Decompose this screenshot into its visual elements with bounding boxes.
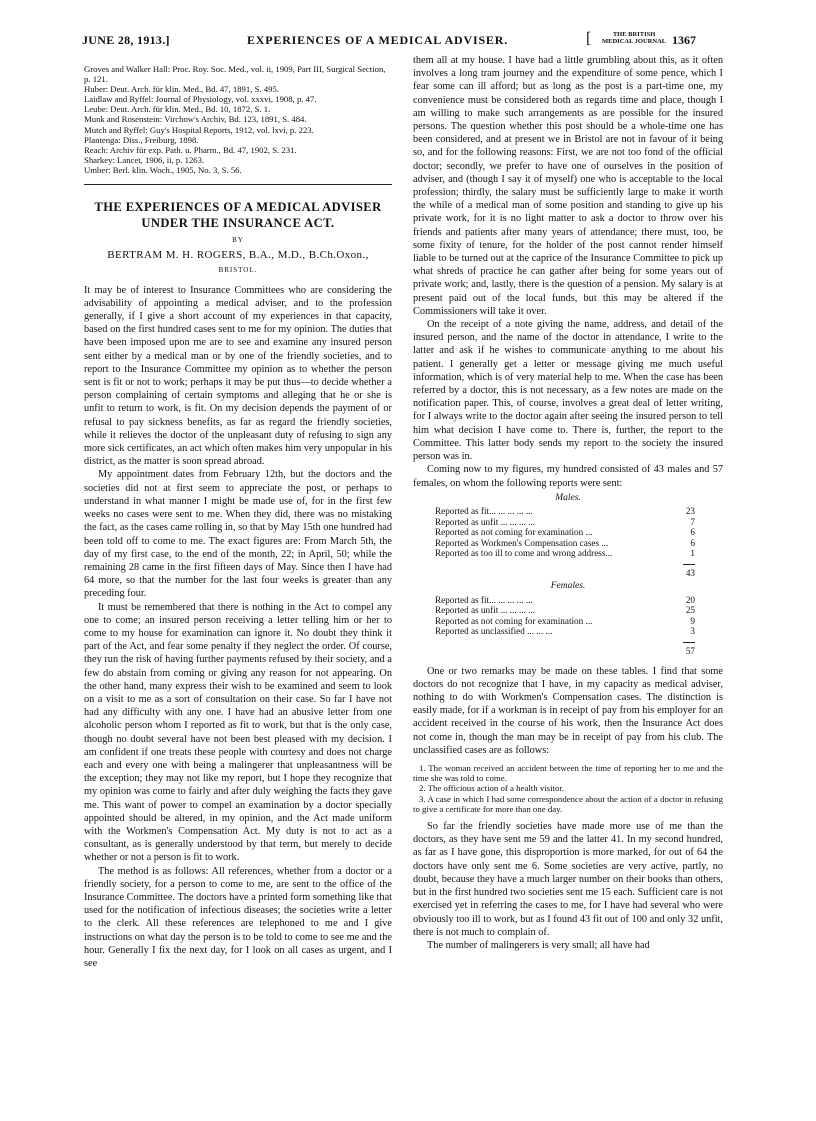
row-value: 23 xyxy=(685,505,695,516)
row-leader-dots: ... ... ... ... xyxy=(498,594,533,605)
reference-item: Huber: Deut. Arch. für klin. Med., Bd. 47, 1891, S. 495. xyxy=(84,84,279,95)
header-bracket: [ xyxy=(586,30,592,47)
table-row xyxy=(435,548,695,559)
body-paragraph: It must be remembered that there is nothing in the Act to compel any one to come; an insured person receiving a letter telling him or her to come to my house for examination can ignore it. No doubt they think it part of the Act, and fear some penalty if they neglect the order. Of course, they run the risk of having further payments refused by their society, and a few do abstain from coming or giving any reason for not appearing. On the other hand, many express their wish to be examined and seem to look on a visit to me as a sort of consultation on their case. So far I have not had any difficulty with any one. I have had an abusive letter from one alcoholic person whom I reported as fit to work, but that is the only case, though no doubt several have not been best pleased with my decision. I am confident if one treats these people with courtesy and does not charge each and every one with being a malingerer that unpleasantness will be the exception; they may not like my report, but I hope they recognize that my opinion was come to fairly and after duly weighing the facts they gave me. This want of power to compel an examination by a doctor specially appointed should be altered, in my opinion, and the Act made uniform with the Workmen's Compensation Act. My duty is not to act as a consultant, as is generally understood by that term, but merely to decide whether or not a person is fit to work. xyxy=(84,601,392,864)
body-paragraph: Coming now to my figures, my hundred consisted of 43 males and 57 females, on whom the following reports were sent: xyxy=(413,464,723,489)
reference-item: Groves and Walker Hall: Proc. Roy. Soc. Med., vol. ii, 1909, Part III, Surgical Section, p. 121. xyxy=(84,64,386,85)
row-value: 7 xyxy=(690,516,695,527)
reference-item: Munk and Rosenstein: Virchow's Archiv, Bd. 123, 1891, S. 484. xyxy=(84,114,307,125)
row-value: 6 xyxy=(690,527,695,538)
row-label: Reported as fit... xyxy=(435,594,496,605)
females-total xyxy=(435,646,695,657)
body-paragraph: So far the friendly societies have made more use of me than the doctors, as they have sent me 59 and the latter 41. In my second hundred, as far as I have gone, this disproportion is more marked, for out of 64 the doctors have only sent me 6. Some societies are very active, partly, no doubt, because they have a much larger number on their books than others, but in the first hundred two societies sent me 15 each. Sufficient care is not exercised yet in referring the cases to me, for I have had several who were obviously too ill to work, but as I found 43 fit out of 100 and only 32 unfit, there is not much to complain of. xyxy=(413,821,723,938)
row-label: Reported as unfit xyxy=(435,516,499,527)
table-row xyxy=(435,605,695,616)
total-value: 43 xyxy=(685,567,695,578)
body-paragraph: them all at my house. I have had a little grumbling about this, as it often involves a long tram journey and the expenditure of some pence, which I fear some can ill afford; but as long as the post is a part-time one, my convenience must be considered both as regards time and place, though I am willing to make such arrangements as are possible for the insured persons. The question whether this post should be a whole-time one has been considered, and at present we in Bristol are not in favour of it being so, and for the following reasons: First, we are not too fond of the official doctor; secondly, we prefer to have one of ourselves in the position of adviser, and (though I say it of myself) one who is acceptable to the local profession; thirdly, the salary must be sufficiently large to make it worth the while of a medical man of some position and standing to give up his private work, for it is no light matter to ask a doctor to throw over his friends and patients after many years of attendance; there must, too, be some fixity of tenure, for the holder of the post cannot render himself liable to be turned out at the caprice of the Insurance Committee to pick up what shreds of practice he can gather after being for some years out of private work; and, lastly, there is the question of a pension. My salary is at present paid out of the local funds, but this may be altered if the Commissioners will take it over. xyxy=(413,55,723,317)
reference-item: Leube: Deut. Arch. für klin. Med., Bd. 10, 1872, S. 1. xyxy=(84,104,271,115)
row-value: 6 xyxy=(690,537,695,548)
row-label: Reported as unfit xyxy=(435,605,499,616)
row-label: Reported as too ill to come and wrong address... xyxy=(435,548,613,559)
running-header xyxy=(82,31,714,51)
total-rule xyxy=(435,559,695,568)
row-leader-dots: ... ... ... ... xyxy=(500,605,536,616)
reference-item: Laidlaw and Ryffel: Journal of Physiology, vol. xxxvi, 1908, p. 47. xyxy=(84,94,317,105)
table-row xyxy=(435,538,695,549)
females-table-heading: Females. xyxy=(550,581,586,592)
body-paragraph: It may be of interest to Insurance Committees who are considering the advisability of appointing a medical adviser, and to the profession generally, if I give a short account of my experiences in that capacity, based on the first hundred cases sent to me for my opinion. The duties that have been imposed upon me are to see and examine any insured person sent either by a medical man or by one of the friendly societies, and to report to the Insurance Committee my opinion as to whether the person sent is fit or not to work; perhaps it may be put thus—to decide whether a person complaining of certain symptoms and alleging that he or she is unfit to return to work, is fit. On my decision depends the payment of or refusal to pay sickness benefits, as far as regard the friendly societies, while it relieves the doctor of the unpleasant duty of refusing to sign any more sick certificates, an act which often makes him very unpopular in his district, as the matter is soon spread abroad. xyxy=(84,284,392,468)
row-leader-dots: ... xyxy=(601,537,609,548)
article-title-line1: THE EXPERIENCES OF A MEDICAL ADVISER xyxy=(94,200,382,215)
reference-item: Mutch and Ryffel: Guy's Hospital Reports, 1912, vol. lxvi, p. 223. xyxy=(84,124,314,135)
page-number: 1367 xyxy=(672,33,696,47)
journal-name-line2: MEDICAL JOURNAL xyxy=(602,38,667,45)
row-value: 9 xyxy=(690,615,695,626)
author-name: BERTRAM M. H. ROGERS, B.A., M.D., B.Ch.Oxon., xyxy=(107,249,369,262)
row-leader-dots: ... ... ... ... xyxy=(498,505,533,516)
row-value: 3 xyxy=(690,626,695,637)
body-paragraph: On the receipt of a note giving the name, address, and detail of the insured person, and the name of the doctor in attendance, I write to the latter and ask if he wishes to communicate anything to me about his patient. I generally get a letter or message giving me much useful information, which is of very material help to me. When the case has been referred by a doctor, this is not necessary, as a few notes are made on the notification paper. This, of course, involves a great deal of letter writing, for I always write to the doctor again after seeing the insured person to tell him what decision I have come to. There is, further, the report to the Committee. This latter body sends my report to the society the insured person was in. xyxy=(413,319,723,463)
body-paragraph: One or two remarks may be made on these tables. I find that some doctors do not recognize that I have, in my capacity as medical adviser, nothing to do with Workmen's Compensation cases. The distinction is easily made, for if a workman is in receipt of pay from his employer for an accident received in the course of his work, then the Insurance Act does not come in, though the man may be in receipt of pay from his club. The unclassified cases are as follows: xyxy=(413,665,723,756)
body-paragraph: The number of malingerers is very small; all have had xyxy=(427,939,650,951)
table-row xyxy=(435,616,695,627)
byline-by: BY xyxy=(232,236,244,245)
table-row xyxy=(435,626,695,637)
table-row xyxy=(435,506,695,517)
table-row xyxy=(435,595,695,606)
males-table xyxy=(435,506,695,579)
males-table-heading: Males. xyxy=(555,492,581,503)
row-label: Reported as Workmen's Compensation cases xyxy=(435,537,600,548)
table-row xyxy=(435,527,695,538)
reference-item: Plantenga: Diss., Freiburg, 1898. xyxy=(84,134,199,145)
row-value: 20 xyxy=(685,594,695,605)
left-column xyxy=(84,64,392,970)
article-title-line2: UNDER THE INSURANCE ACT. xyxy=(141,216,335,231)
right-column xyxy=(413,54,723,952)
note-item: 1. The woman received an accident between the time of reporting her to me and the time she was told to come. xyxy=(413,763,723,784)
running-title: EXPERIENCES OF A MEDICAL ADVISER. xyxy=(247,33,509,47)
table-row xyxy=(435,517,695,528)
row-leader-dots: ... xyxy=(585,527,593,538)
row-value: 1 xyxy=(690,548,695,559)
row-leader-dots: ... ... ... xyxy=(527,626,553,637)
reference-item: Sharkey: Lancet, 1906, ii, p. 1263. xyxy=(84,154,205,165)
article-title xyxy=(84,199,392,231)
row-label: Reported as fit... xyxy=(435,505,496,516)
females-table xyxy=(435,595,695,657)
row-label: Reported as not coming for examination xyxy=(435,527,584,538)
reference-list xyxy=(84,64,392,175)
total-value: 57 xyxy=(685,646,695,657)
body-paragraph: My appointment dates from February 12th, but the doctors and the societies did not at first seem to appreciate the post, or perhaps to understand in what manner I might be made use of, for in the first few weeks no cases were sent to me. When they did, there was no mistaking the fact, as the cases came rolling in, so that by May 15th one hundred had been told off to come to me. The exact figures are: From March 5th, the day of my first case, to the end of the month, 22; in April, 50; while the remaining 28 came in the first fifteen days of May. Since then I have had 64 more, so that the number for the last four weeks is greater than any preceding four. xyxy=(84,469,392,600)
row-leader-dots: ... ... ... ... xyxy=(500,516,536,527)
row-label: Reported as not coming for examination xyxy=(435,615,584,626)
author-location: BRISTOL. xyxy=(218,266,258,275)
section-divider xyxy=(84,184,392,185)
unclassified-notes xyxy=(413,763,723,814)
note-item: 3. A case in which I had some correspondence about the action of a doctor in refusing to give a certificate for more than one day. xyxy=(413,793,723,814)
reference-item: Reach: Archiv für exp. Path. u. Pharm., Bd. 47, 1902, S. 231. xyxy=(84,144,297,155)
row-label: Reported as unclassified xyxy=(435,626,525,637)
body-paragraph: The method is as follows: All references, whether from a doctor or a friendly society, for a person to come to me, are sent to the office of the Insurance Committee. The doctors have a printed form something like that used for the notification of infectious diseases; the societies write a letter to the clerk. All these references are telephoned to me and I give instructions on what day the person is to be told to come to see me and the hour. Generally I fix the next day, for I look on all cases as urgent, and I see xyxy=(84,865,392,969)
males-total xyxy=(435,568,695,579)
row-leader-dots: ... xyxy=(585,615,593,626)
journal-name-line1: THE BRITISH xyxy=(612,31,656,38)
journal-name xyxy=(602,31,666,45)
row-value: 25 xyxy=(685,605,695,616)
reference-item: Umber: Berl. klin. Woch., 1905, No. 3, S. 56. xyxy=(84,164,242,175)
note-item: 2. The officious action of a health visitor. xyxy=(419,783,565,794)
total-rule xyxy=(435,637,695,646)
issue-date: JUNE 28, 1913.] xyxy=(82,33,170,47)
